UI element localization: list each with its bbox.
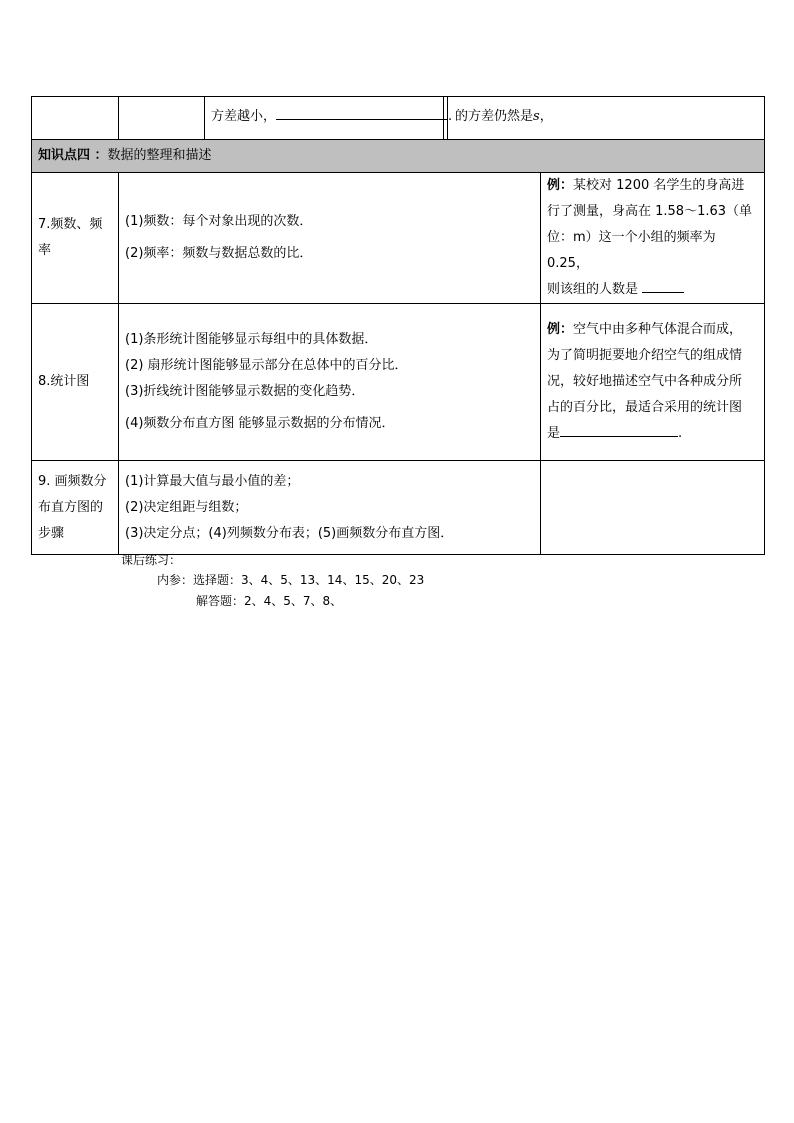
section-title: 知识点四 ：数据的整理和描述	[32, 140, 765, 173]
homework-title: 课后练习：	[121, 553, 182, 567]
row7-item-1: (1)频数：每个对象出现的次数．	[125, 214, 313, 229]
homework-choice: 内参：选择题：3、4、5、13、14、15、20、23	[157, 573, 425, 587]
row-histogram-steps	[32, 461, 765, 555]
row7-label: 7.频数、频率	[32, 173, 119, 304]
row8-content	[119, 304, 541, 461]
row8-label: 8.统计图	[32, 304, 119, 461]
row-frequency	[32, 173, 765, 304]
row9-content	[119, 461, 541, 555]
variance-statement: 方差越小， .	[211, 104, 452, 130]
variance-same-text: 的方差仍然是s，	[455, 109, 553, 124]
row8-item-2: (2) 扇形统计图能够显示部分在总体中的百分比．	[125, 358, 408, 373]
row8-item-4: (4)频数分布直方图 能够显示数据的分布情况．	[125, 416, 395, 431]
blank-variance-answer	[276, 105, 448, 120]
cell-right-continuation	[448, 97, 765, 140]
row9-item-1: (1)计算最大值与最小值的差；	[125, 473, 300, 489]
knowledge-table	[31, 96, 765, 555]
row9-label: 9. 画频数分 布直方图的 步骤	[32, 461, 119, 555]
blank-group-count	[642, 278, 684, 293]
homework-answer: 解答题：2、4、5、7、8、	[196, 594, 343, 608]
row8-item-3: (3)折线统计图能够显示数据的变化趋势．	[125, 384, 365, 399]
cell-empty-1	[32, 97, 119, 140]
row7-example: 例：某校对 1200 名学生的身高进 行了测量，身高在 1.58～1.63（单 位：m）这一个小组的频率为 0.25， 则该组的人数是	[541, 173, 765, 304]
blank-chart-type	[560, 422, 678, 437]
row9-example-empty	[541, 461, 765, 555]
section-header-row	[32, 140, 765, 173]
row7-item-2: (2)频率：频数与数据总数的比．	[125, 246, 313, 261]
row7-content	[119, 173, 541, 304]
row9-item-3: (3)决定分点；(4)列频数分布表；(5)画频数分布直方图．	[125, 525, 454, 541]
row9-item-2: (2)决定组距与组数；	[125, 499, 248, 515]
row8-item-1: (1)条形统计图能够显示每组中的具体数据．	[125, 332, 378, 347]
row8-example: 例：空气中由多种气体混合而成， 为了简明扼要地介绍空气的组成情 况，较好地描述空气中各种成分所 占的百分比，最适合采用的统计图 是 .	[541, 304, 765, 461]
row-charts	[32, 304, 765, 461]
continuation-row	[32, 97, 765, 140]
cell-empty-2	[119, 97, 453, 140]
